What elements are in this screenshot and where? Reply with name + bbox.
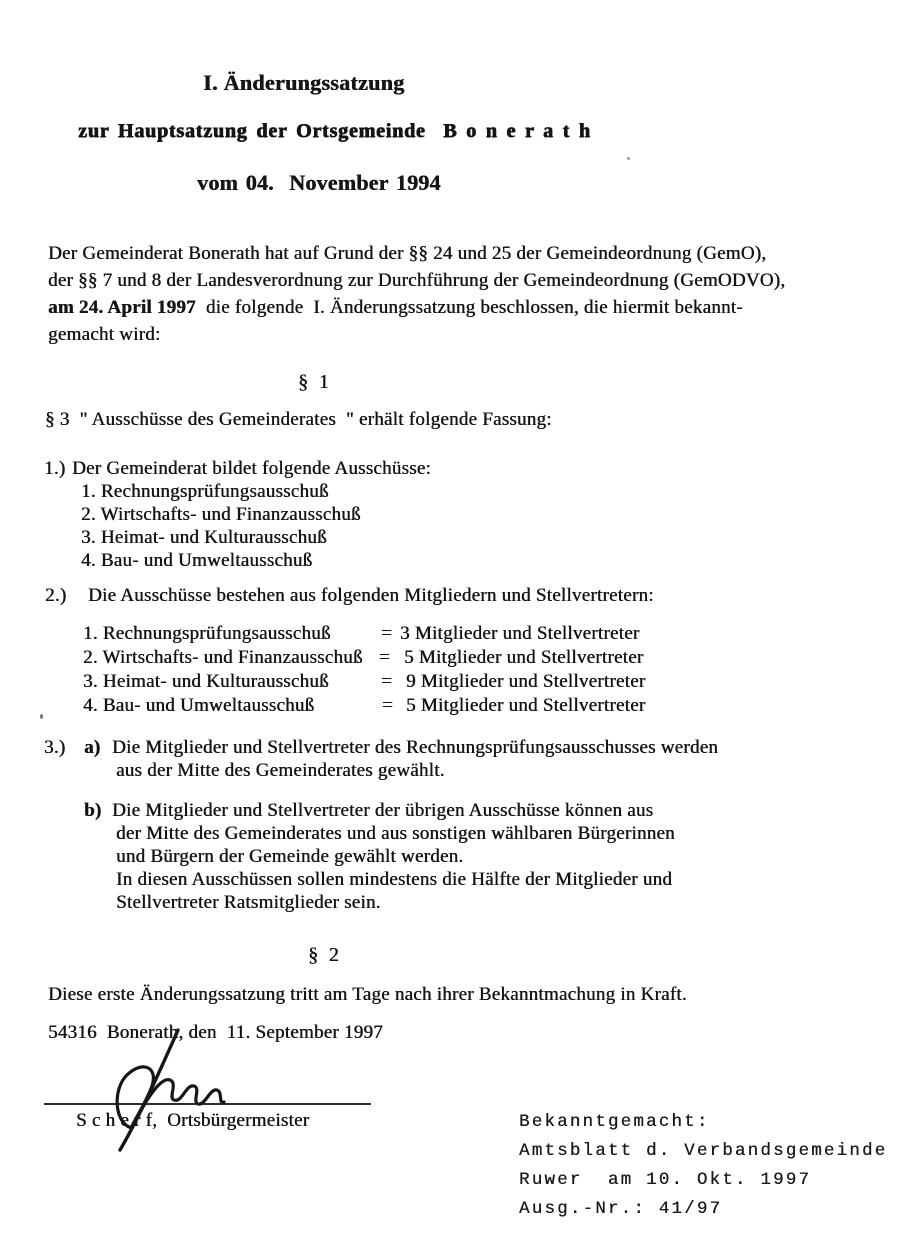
signature-rule [44,1103,371,1105]
item-3-label: 3.) [44,737,66,758]
item-1-label: 1.) [44,458,66,479]
preamble-bold-date: am 24. April 1997 [48,297,196,318]
committee-name: 1. Rechnungsprüfungsausschuß [83,623,331,644]
section-2-text: Diese erste Änderungssatzung tritt am Tage nach ihrer Bekanntmachung in Kraft. [48,984,687,1005]
item-2-label: 2.) [45,585,67,606]
equals-sign: = [379,647,390,668]
equals-sign: = [381,623,392,644]
committee-name: 4. Bau- und Umweltausschuß [83,695,315,716]
section-1-intro: § 3 " Ausschüsse des Gemeinderates " erhält folgende Fassung: [45,409,552,430]
committee-name: 3. Heimat- und Kulturausschuß [83,671,329,692]
scan-speck [627,157,630,160]
committee-size: 5 Mitglieder und Stellvertreter [404,647,644,668]
scan-speck [40,714,43,719]
item-2-text: Die Ausschüsse bestehen aus folgenden Mitgliedern und Stellvertretern: [88,585,654,606]
publication-line: Bekanntgemacht: [519,1112,710,1132]
item-3b-line: Stellvertreter Ratsmitglieder sein. [116,892,381,913]
item-3b-line: der Mitte des Gemeinderates und aus sonstigen wählbaren Bürgerinnen [116,823,675,844]
committee-size: 3 Mitglieder und Stellvertreter [400,623,640,644]
publication-line: Ausg.-Nr.: 41/97 [519,1199,723,1219]
item-3b-line: In diesen Ausschüssen sollen mindestens die Hälfte der Mitglieder und [116,869,673,890]
equals-sign: = [382,695,393,716]
item-3b-line: Die Mitglieder und Stellvertreter der übrigen Ausschüsse können aus [112,800,654,821]
signature-name: S c h e r f, Ortsbürgermeister [76,1110,310,1131]
handwritten-signature-icon [98,1028,238,1153]
publication-line: Ruwer am 10. Okt. 1997 [519,1170,812,1190]
preamble-line-rest: die folgende I. Änderungssatzung beschlossen, die hiermit bekannt- [195,297,743,318]
committee-list-item: 4. Bau- und Umweltausschuß [81,550,313,571]
committee-list-item: 2. Wirtschafts- und Finanzausschuß [81,504,361,525]
item-3b-label: b) [84,800,102,821]
preamble-line: gemacht wird: [48,324,161,345]
item-3a-line: aus der Mitte des Gemeinderates gewählt. [116,760,445,781]
committee-list-item: 3. Heimat- und Kulturausschuß [81,527,327,548]
committee-size: 9 Mitglieder und Stellvertreter [406,671,646,692]
item-3a-label: a) [84,737,101,758]
place-date-line: 54316 Bonerath, den 11. September 1997 [48,1022,383,1043]
publication-line: Amtsblatt d. Verbandsgemeinde [519,1141,888,1161]
committee-list-item: 1. Rechnungsprüfungsausschuß [81,481,329,502]
preamble-line: der §§ 7 und 8 der Landesverordnung zur Durchführung der Gemeindeordnung (GemODVO), [48,270,786,291]
item-3b-line: und Bürgern der Gemeinde gewählt werden. [116,846,464,867]
section-2-heading: § 2 [308,944,339,966]
equals-sign: = [381,671,392,692]
committee-size: 5 Mitglieder und Stellvertreter [406,695,646,716]
preamble-line: Der Gemeinderat Bonerath hat auf Grund der §§ 24 und 25 der Gemeindeordnung (GemO), [48,243,767,264]
item-1-text: Der Gemeinderat bildet folgende Ausschüsse: [72,458,431,479]
item-3a-line: Die Mitglieder und Stellvertreter des Rechnungsprüfungsausschusses werden [112,737,719,758]
committee-name: 2. Wirtschafts- und Finanzausschuß [83,647,363,668]
preamble-line [48,297,743,319]
doc-title: I. Änderungssatzung [203,70,405,95]
section-1-heading: § 1 [298,371,329,393]
doc-dateline: vom 04. November 1994 [197,170,441,195]
doc-subtitle: zur Hauptsatzung der Ortsgemeinde B o n e r a t h [78,120,591,142]
